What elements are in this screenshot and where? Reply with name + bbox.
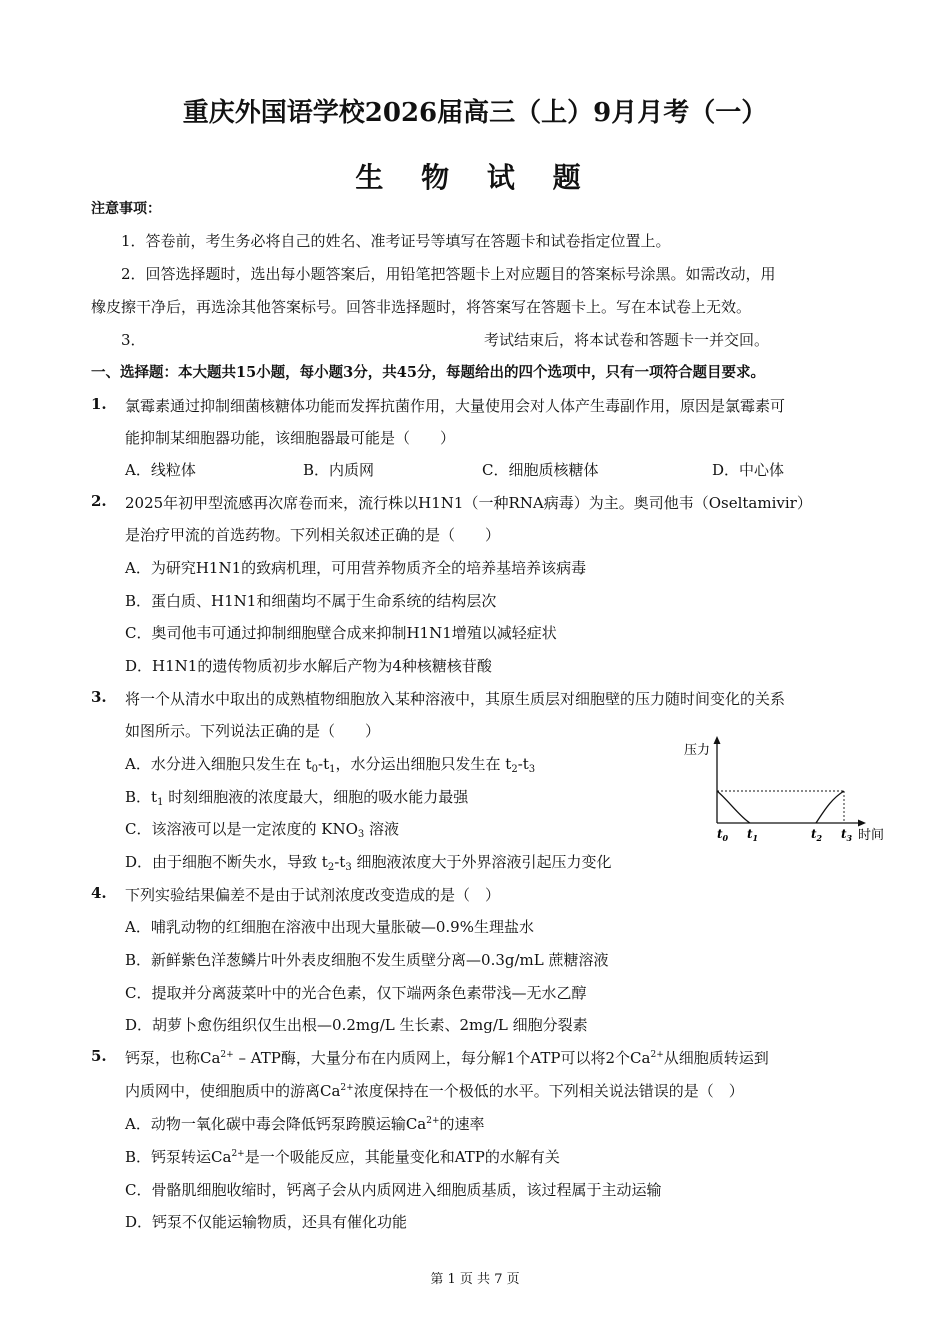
question-5-option-c: C．骨骼肌细胞收缩时，钙离子会从内质网进入细胞质基质，该过程属于主动运输 — [125, 1181, 662, 1199]
page-footer: 第 1 页 共 7 页 — [430, 1272, 520, 1287]
graph-curve-decrease — [717, 791, 750, 823]
graph-y-arrow — [714, 736, 721, 744]
graph-tick-t0: $t_0$ — [717, 827, 729, 843]
question-1-option-a: A．线粒体 — [125, 461, 196, 479]
question-3-option-c: C．该溶液可以是一定浓度的 $KNO_3$ 溶液 — [125, 820, 400, 840]
question-3-option-a: A．水分进入细胞只发生在 $t_0-t_1$，水分运出细胞只发生在 $t_2-t_3$ — [125, 755, 536, 775]
question-2-stem-line1: 2025年初甲型流感再次席卷而来，流行株以H1N1（一种RNA病毒）为主。奥司他韦（Oseltamivir） — [125, 494, 812, 512]
notice-item-1: 1．答卷前，考生务必将自己的姓名、准考证号等填写在答题卡和试卷指定位置上。 — [121, 232, 671, 250]
notice-heading: 注意事项： — [91, 201, 161, 217]
question-1-number: 1. — [91, 395, 107, 413]
notice-item-3-number: 3． — [121, 331, 146, 349]
graph-x-arrow — [858, 820, 866, 827]
question-4-number: 4. — [91, 884, 107, 902]
graph-tick-t1: $t_1$ — [747, 827, 759, 843]
question-5-option-a: A．动物一氧化碳中毒会降低钙泵跨膜运输$Ca^{2+}$的速率 — [125, 1115, 485, 1133]
question-4-option-a: A．哺乳动物的红细胞在溶液中出现大量胀破—0.9%生理盐水 — [125, 918, 534, 936]
pressure-time-graph — [680, 733, 895, 848]
question-2-option-d: D．H1N1的遗传物质初步水解后产物为4种核糖核苷酸 — [125, 657, 492, 675]
notice-item-2-line1: 2．回答选择题时，选出每小题答案后，用铅笔把答题卡上对应题目的答案标号涂黑。如需改动，用 — [121, 265, 776, 283]
question-2-stem-line2: 是治疗甲流的首选药物。下列相关叙述正确的是（ ） — [125, 526, 501, 544]
question-4-option-b: B．新鲜紫色洋葱鳞片叶外表皮细胞不发生质壁分离—0.3g/mL 蔗糖溶液 — [125, 951, 609, 969]
question-1-option-b: B．内质网 — [303, 461, 375, 479]
question-3-stem-line2: 如图所示。下列说法正确的是（ ） — [125, 722, 381, 740]
question-4-stem: 下列实验结果偏差不是由于试剂浓度改变造成的是（ ） — [125, 886, 501, 904]
question-5-option-b: B．钙泵转运$Ca^{2+}$是一个吸能反应，其能量变化和ATP的水解有关 — [125, 1148, 560, 1166]
notice-item-2-line2: 橡皮擦干净后，再选涂其他答案标号。回答非选择题时，将答案写在答题卡上。写在本试卷上无效。 — [91, 298, 752, 316]
question-1-option-d: D．中心体 — [712, 461, 785, 479]
exam-subtitle: 生 物 试 题 — [355, 161, 595, 194]
question-4-option-c: C．提取并分离菠菜叶中的光合色素，仅下端两条色素带浅—无水乙醇 — [125, 984, 587, 1002]
section-heading: 一、选择题：本大题共15小题，每小题3分，共45分，每题给出的四个选项中，只有一项符合题目要求。 — [91, 364, 765, 381]
question-2-option-b: B．蛋白质、H1N1和细菌均不属于生命系统的结构层次 — [125, 592, 497, 610]
notice-item-3-text: 考试结束后，将本试卷和答题卡一并交回。 — [484, 331, 770, 349]
question-1-option-c: C．细胞质核糖体 — [482, 461, 599, 479]
question-1-stem-line1: 氯霉素通过抑制细菌核糖体功能而发挥抗菌作用，大量使用会对人体产生毒副作用，原因是氯霉素可 — [125, 397, 786, 415]
question-2-option-c: C．奥司他韦可通过抑制细胞壁合成来抑制H1N1增殖以减轻症状 — [125, 624, 557, 642]
question-5-stem-line1: 钙泵，也称$Ca^{2+}$ – ATP酶，大量分布在内质网上，每分解1个ATP可以将2个$Ca^{2+}$从细胞质转运到 — [125, 1049, 769, 1067]
question-2-number: 2. — [91, 492, 107, 510]
question-3-stem-line1: 将一个从清水中取出的成熟植物细胞放入某种溶液中，其原生质层对细胞壁的压力随时间变化的关系 — [125, 690, 786, 708]
graph-tick-t3: $t_3$ — [841, 827, 853, 843]
graph-curve-increase — [816, 791, 844, 823]
question-5-number: 5. — [91, 1047, 107, 1065]
question-3-number: 3. — [91, 688, 107, 706]
question-3-option-b: B．$t_1$ 时刻细胞液的浓度最大，细胞的吸水能力最强 — [125, 788, 469, 808]
question-4-option-d: D．胡萝卜愈伤组织仅生出根—0.2mg/L 生长素、2mg/L 细胞分裂素 — [125, 1016, 588, 1034]
graph-x-label: 时间 — [858, 828, 885, 843]
question-2-option-a: A．为研究H1N1的致病机理，可用营养物质齐全的培养基培养该病毒 — [125, 559, 587, 577]
question-5-stem-line2: 内质网中，使细胞质中的游离$Ca^{2+}$浓度保持在一个极低的水平。下列相关说法错误的是（ ） — [125, 1082, 744, 1100]
graph-tick-t2: $t_2$ — [811, 827, 823, 843]
question-3-option-d: D．由于细胞不断失水，导致 $t_2-t_3$ 细胞液浓度大于外界溶液引起压力变化 — [125, 853, 612, 873]
question-5-option-d: D．钙泵不仅能运输物质，还具有催化功能 — [125, 1213, 408, 1231]
exam-title: 重庆外国语学校2026届高三（上）9月月考（一） — [182, 98, 768, 128]
graph-y-label: 压力 — [684, 743, 711, 758]
question-1-stem-line2: 能抑制某细胞器功能，该细胞器最可能是（ ） — [125, 429, 456, 447]
